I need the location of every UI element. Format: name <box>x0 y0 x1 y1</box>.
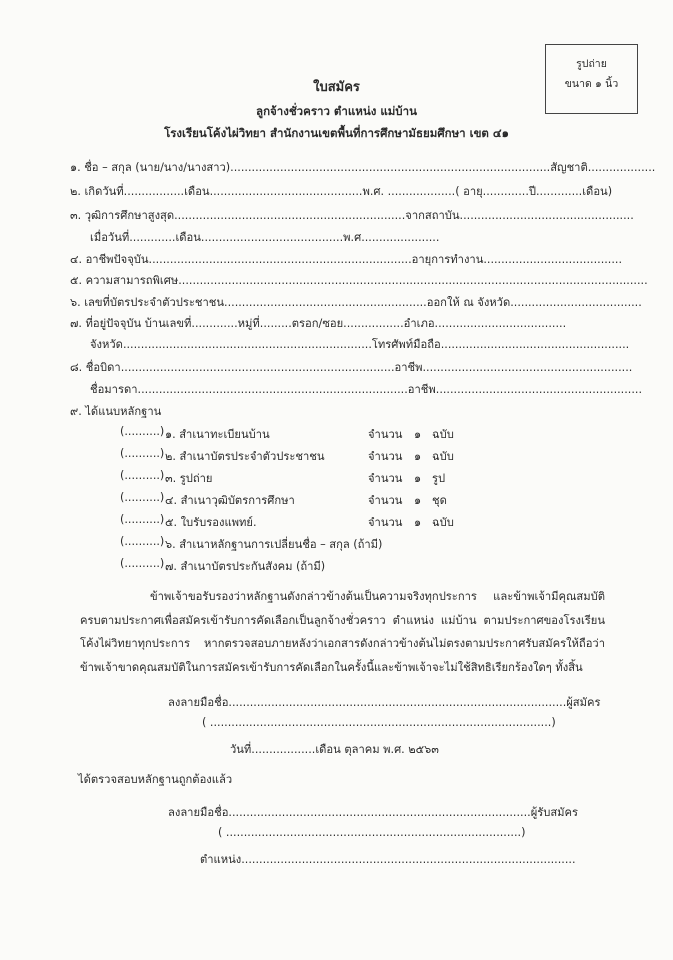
document-count: ๑ <box>414 516 422 529</box>
document-count: ๑ <box>414 428 422 441</box>
document-count-label: จำนวน <box>368 516 403 529</box>
document-unit: ฉบับ <box>432 516 454 529</box>
document-count-label: จำนวน <box>368 450 403 463</box>
document-unit: ฉบับ <box>432 428 454 441</box>
field-occupation[interactable]: ๔. อาชีพปัจจุบัน..........................................................................อายุการทำงาน....................................... <box>70 253 623 266</box>
field-skills[interactable]: ๕. ความสามารถพิเศษ.................................................................................................................................... <box>70 274 648 287</box>
document-label: ๑. สำเนาทะเบียนบ้าน <box>165 428 270 441</box>
document-count: ๑ <box>414 472 422 485</box>
document-count-label: จำนวน <box>368 472 403 485</box>
verify-note: ได้ตรวจสอบหลักฐานถูกต้องแล้ว <box>78 773 233 786</box>
document-label: ๒. สำเนาบัตรประจำตัวประชาชน <box>165 450 325 463</box>
document-check[interactable]: (..........) <box>120 491 165 504</box>
document-label: ๔. สำเนาวุฒิบัตรการศึกษา <box>165 494 295 507</box>
document-check[interactable]: (..........) <box>120 447 165 460</box>
document-check[interactable]: (..........) <box>120 557 165 570</box>
document-check[interactable]: (..........) <box>120 535 165 548</box>
field-education-date[interactable]: เมื่อวันที่.............เดือน........................................พ.ศ...................... <box>90 231 440 244</box>
document-unit: ฉบับ <box>432 450 454 463</box>
document-check[interactable]: (..........) <box>120 425 165 438</box>
field-address[interactable]: ๗. ที่อยู่ปัจจุบัน บ้านเลขที่.............หมู่ที่.........ตรอก/ซอย.................อำเภอ..................................... <box>70 317 567 330</box>
applicant-name[interactable]: ( ................................................................................................) <box>202 716 556 729</box>
document-count-label: จำนวน <box>368 494 403 507</box>
receiver-position[interactable]: ตำแหน่ง.............................................................................................. <box>200 853 576 866</box>
photo-box-size: ขนาด ๑ นิ้ว <box>564 78 619 90</box>
receiver-signature[interactable]: ลงลายมือชื่อ.....................................................................................ผู้รับสมัคร <box>168 806 579 819</box>
form-title: ใบสมัคร <box>313 80 360 95</box>
field-province-phone[interactable]: จังหวัด......................................................................โทรศัพท์มือถือ..................................................... <box>90 338 630 351</box>
document-label: ๗. สำเนาบัตรประกันสังคม (ถ้ามี) <box>165 560 326 573</box>
document-check[interactable]: (..........) <box>120 513 165 526</box>
field-father[interactable]: ๘. ชื่อบิดา.............................................................................อาชีพ........................................................... <box>70 361 633 374</box>
document-check[interactable]: (..........) <box>120 469 165 482</box>
field-mother[interactable]: ชื่อมารดา............................................................................อาชีพ.......................................................... <box>90 383 643 396</box>
document-label: ๖. สำเนาหลักฐานการเปลี่ยนชื่อ – สกุล (ถ้ามี) <box>165 538 383 551</box>
document-unit: ชุด <box>432 494 447 507</box>
school-name: โรงเรียนโค้งไผ่วิทยา สำนักงานเขตพื้นที่การศึกษามัธยมศึกษา เขต ๔๑ <box>164 126 509 140</box>
field-birthdate[interactable]: ๒. เกิดวันที่.................เดือน...........................................พ.ศ. ...................( อายุ.............ปี.............เดือน) <box>70 185 613 198</box>
document-label: ๓. รูปถ่าย <box>165 472 213 485</box>
applicant-date[interactable]: วันที่..................เดือน ตุลาคม พ.ศ. ๒๕๖๓ <box>230 743 439 756</box>
field-id-card[interactable]: ๖. เลขที่บัตรประจำตัวประชาชน.........................................................ออกให้ ณ จังหวัด..................................... <box>70 296 642 309</box>
document-count-label: จำนวน <box>368 428 403 441</box>
form-subtitle: ลูกจ้างชั่วคราว ตำแหน่ง แม่บ้าน <box>256 104 417 118</box>
document-label: ๕. ใบรับรองแพทย์. <box>165 516 257 529</box>
documents-heading: ๙. ได้แนบหลักฐาน <box>70 405 162 418</box>
field-name[interactable]: ๑. ชื่อ – สกุล (นาย/นาง/นางสาว)..........................................................................................สัญชาติ................... <box>70 161 656 174</box>
declaration-text: ข้าพเจ้าขอรับรองว่าหลักฐานดังกล่าวข้างต้นเป็นความจริงทุกประการ และข้าพเจ้ามีคุณสมบัติครบตามประกาศเพื่อสมัครเข้ารับการคัดเลือกเป็นลูกจ้างชั่วคราว ตำแหน่ง แม่บ้าน ตามประกาศของโรงเรียนโค้งไผ่วิทยาทุกประการ หากตรวจสอบภายหลังว่าเอกสารดังกล่าวข้างต้นไม่ตรงตามประกาศรับสมัครให้ถือว่าข้าพเจ้าขาดคุณสมบัติในการสมัครเข้ารับการคัดเลือกในครั้งนี้และข้าพเจ้าจะไม่ใช้สิทธิเรียกร้องใดๆ ทั้งสิ้น <box>80 590 605 674</box>
document-unit: รูป <box>432 472 446 485</box>
applicant-signature[interactable]: ลงลายมือชื่อ...............................................................................................ผู้สมัคร <box>168 696 601 709</box>
document-count: ๑ <box>414 494 422 507</box>
receiver-name[interactable]: ( ...................................................................................) <box>218 826 526 839</box>
photo-box-label: รูปถ่าย <box>576 58 607 70</box>
document-count: ๑ <box>414 450 422 463</box>
field-education[interactable]: ๓. วุฒิการศึกษาสูงสุด.................................................................จากสถาบัน................................................. <box>70 209 634 222</box>
